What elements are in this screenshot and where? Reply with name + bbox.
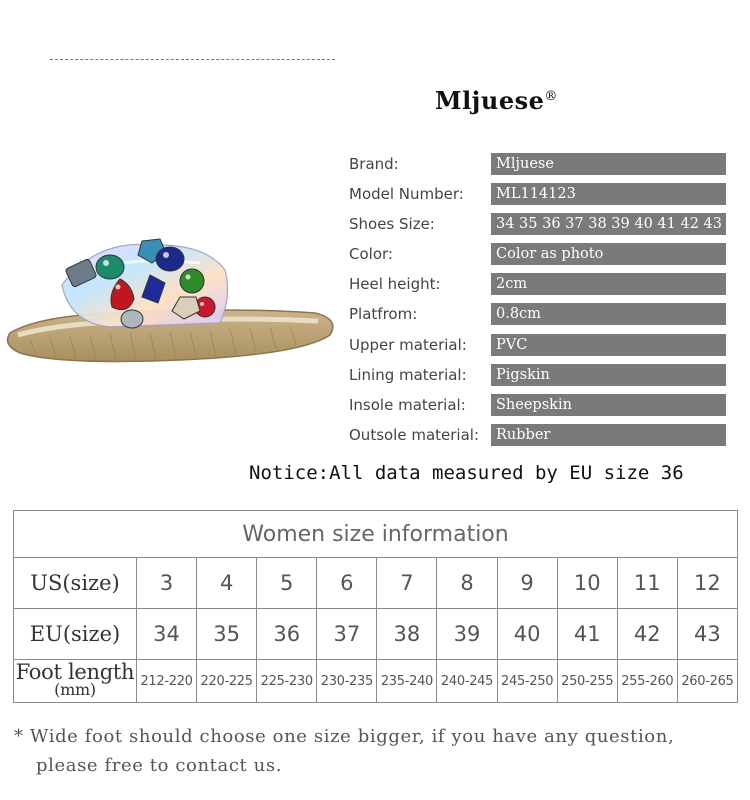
spec-row-model-number xyxy=(349,183,729,207)
size-chart-table xyxy=(13,510,738,703)
size-chart-title: Women size information xyxy=(14,511,738,558)
sizing-footnote xyxy=(14,722,744,780)
spec-value: Color as photo xyxy=(491,243,726,265)
decorative-dashed-line xyxy=(50,59,335,60)
table-cell: 220-225 xyxy=(197,660,257,703)
product-image-sandal xyxy=(0,215,345,385)
spec-row-lining-material xyxy=(349,364,729,388)
spec-row-shoes-size xyxy=(349,213,729,237)
table-cell: 4 xyxy=(197,558,257,609)
table-cell: 260-265 xyxy=(677,660,737,703)
table-cell: 3 xyxy=(137,558,197,609)
spec-label: Outsole material: xyxy=(349,426,480,444)
spec-value: ML114123 xyxy=(491,183,726,205)
spec-row-heel-height xyxy=(349,273,729,297)
spec-row-platform xyxy=(349,303,729,327)
table-cell: 250-255 xyxy=(557,660,617,703)
footnote-line-1: * Wide foot should choose one size bigger, if you have any question, xyxy=(14,726,675,747)
table-cell: 43 xyxy=(677,609,737,660)
table-cell: 8 xyxy=(437,558,497,609)
table-cell: 41 xyxy=(557,609,617,660)
spec-value: Sheepskin xyxy=(491,394,726,416)
spec-value: PVC xyxy=(491,334,726,356)
table-cell: 235-240 xyxy=(377,660,437,703)
measurement-notice: Notice:All data measured by EU size 36 xyxy=(249,462,684,484)
spec-value: 2cm xyxy=(491,273,726,295)
table-cell: 6 xyxy=(317,558,377,609)
row-header-us: US(size) xyxy=(14,558,137,609)
spec-label: Brand: xyxy=(349,155,399,173)
row-header-eu: EU(size) xyxy=(14,609,137,660)
table-cell: 37 xyxy=(317,609,377,660)
spec-row-upper-material xyxy=(349,334,729,358)
table-cell: 42 xyxy=(617,609,677,660)
spec-label: Color: xyxy=(349,245,393,263)
table-cell: 212-220 xyxy=(137,660,197,703)
table-cell: 10 xyxy=(557,558,617,609)
spec-label: Lining material: xyxy=(349,366,467,384)
table-cell: 225-230 xyxy=(257,660,317,703)
spec-label: Insole material: xyxy=(349,396,466,414)
table-cell: 12 xyxy=(677,558,737,609)
table-cell: 7 xyxy=(377,558,437,609)
spec-label: Platfrom: xyxy=(349,305,418,323)
spec-value: 0.8cm xyxy=(491,303,726,325)
spec-label: Model Number: xyxy=(349,185,464,203)
table-cell: 11 xyxy=(617,558,677,609)
table-row-eu-size xyxy=(14,609,738,660)
table-cell: 5 xyxy=(257,558,317,609)
table-row-foot-length xyxy=(14,660,738,703)
spec-value: Pigskin xyxy=(491,364,726,386)
table-cell: 35 xyxy=(197,609,257,660)
table-cell: 40 xyxy=(497,609,557,660)
table-cell: 38 xyxy=(377,609,437,660)
table-cell: 240-245 xyxy=(437,660,497,703)
spec-row-color xyxy=(349,243,729,267)
spec-value: Mljuese xyxy=(491,153,726,175)
table-cell: 245-250 xyxy=(497,660,557,703)
table-cell: 39 xyxy=(437,609,497,660)
table-cell: 230-235 xyxy=(317,660,377,703)
table-cell: 9 xyxy=(497,558,557,609)
spec-value: 34 35 36 37 38 39 40 41 42 43 xyxy=(491,213,726,235)
table-cell: 255-260 xyxy=(617,660,677,703)
spec-label: Upper material: xyxy=(349,336,467,354)
table-row-us-size xyxy=(14,558,738,609)
sandal-illustration xyxy=(0,215,345,385)
brand-logo: Mljuese® xyxy=(435,86,558,115)
table-cell: 36 xyxy=(257,609,317,660)
spec-value: Rubber xyxy=(491,424,726,446)
spec-label: Heel height: xyxy=(349,275,441,293)
footnote-line-2: please free to contact us. xyxy=(36,755,283,776)
foot-length-unit: (mm) xyxy=(54,680,96,699)
table-cell: 34 xyxy=(137,609,197,660)
spec-row-outsole-material xyxy=(349,424,729,448)
spec-row-brand xyxy=(349,153,729,177)
spec-row-insole-material xyxy=(349,394,729,418)
spec-label: Shoes Size: xyxy=(349,215,435,233)
row-header-foot-length xyxy=(14,660,137,703)
foot-length-label: Foot length xyxy=(15,660,135,684)
